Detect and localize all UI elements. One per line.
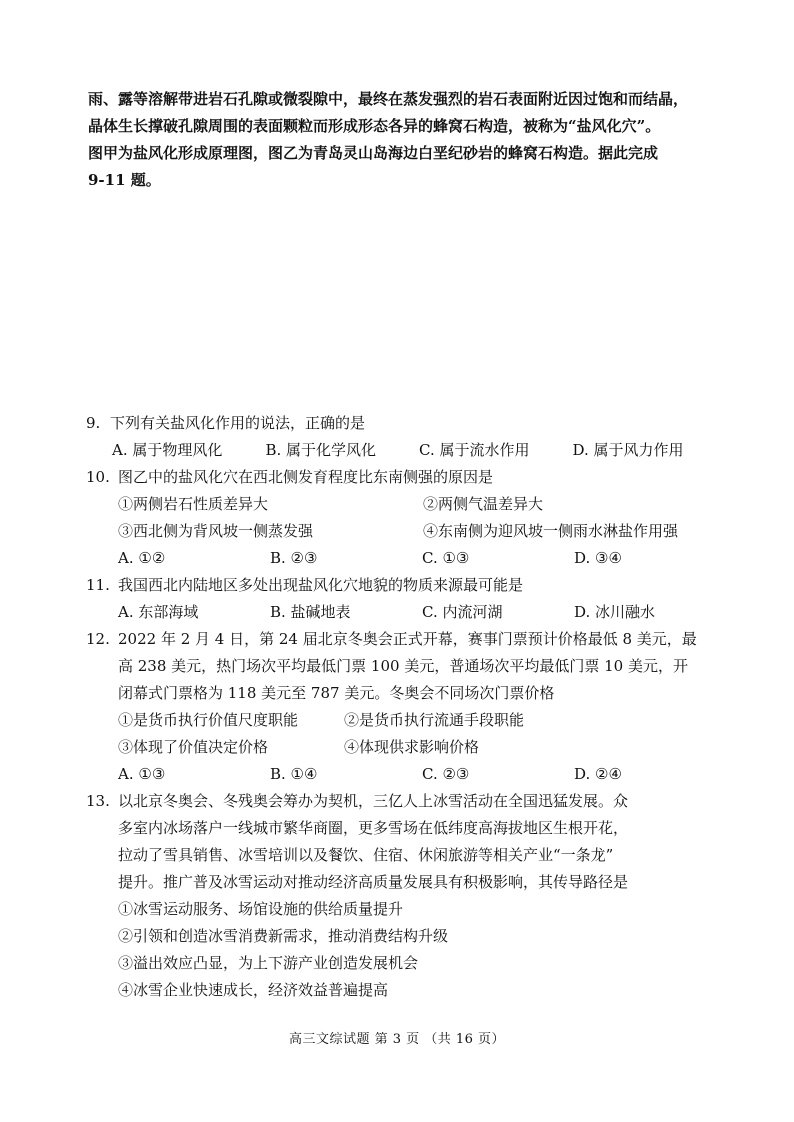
question-12-options (86, 761, 726, 788)
statement-4: ④体现供求影响价格 (344, 738, 480, 756)
question-text-continued: 拉动了雪具销售、冰雪培训以及餐饮、住宿、休闲旅游等相关产业“一条龙” (118, 846, 614, 864)
question-10-options (86, 545, 726, 572)
option-d[interactable]: D. 冰川融水 (574, 603, 656, 621)
question-text-continued: 闭幕式门票格为 118 美元至 787 美元。冬奥会不同场次门票价格 (118, 684, 555, 702)
option-a[interactable]: A. ①③ (118, 765, 166, 783)
question-number: 13. (86, 792, 110, 810)
statement-2: ②引领和创造冰雪消费新需求，推动消费结构升级 (118, 927, 449, 945)
statement-1: ①两侧岩石性质差异大 (118, 495, 269, 513)
option-b[interactable]: B. ①④ (270, 765, 318, 783)
statement-row (86, 491, 726, 518)
question-text-continued: 提升。推广普及冰雪运动对推动经济高质量发展具有积极影响，其传导路径是 (118, 873, 629, 891)
intro-line: 图甲为盐风化形成原理图，图乙为青岛灵山岛海边白垩纪砂岩的蜂窝石构造。据此完成 (88, 144, 659, 162)
question-number: 12. (86, 630, 110, 648)
statement-row (86, 518, 726, 545)
statement-2: ②两侧气温差异大 (423, 495, 544, 513)
statement-2: ②是货币执行流通手段职能 (344, 711, 525, 729)
question-number: 10. (86, 468, 110, 486)
page-footer: 高三文综试题 第 3 页 （共 16 页） (288, 1032, 506, 1047)
question-text-continued: 多室内冰场落户一线城市繁华商圈，更多雪场在低纬度高海拔地区生根开花， (118, 819, 629, 837)
intro-line: 雨、露等溶解带进岩石孔隙或微裂隙中，最终在蒸发强烈的岩石表面附近因过饱和而结晶， (88, 90, 689, 108)
question-9-stem (86, 410, 726, 437)
question-12-stem (86, 626, 726, 653)
question-13-stem (86, 788, 726, 815)
option-d[interactable]: D. ②④ (574, 765, 622, 783)
statement-1: ①冰雪运动服务、场馆设施的供给质量提升 (118, 900, 404, 918)
option-a[interactable]: A. 东部海域 (118, 603, 199, 621)
question-11-stem (86, 572, 726, 599)
intro-line: 9-11 题。 (88, 171, 161, 189)
statement-row (86, 707, 726, 734)
question-block (86, 410, 726, 1004)
figure-blank-area (88, 205, 708, 400)
statement-3: ③溢出效应凸显，为上下游产业创造发展机会 (118, 954, 419, 972)
option-c[interactable]: C. ①③ (422, 549, 470, 567)
question-text: 图乙中的盐风化穴在西北侧发育程度比东南侧强的原因是 (118, 468, 494, 486)
statement-4: ④冰雪企业快速成长，经济效益普遍提高 (118, 981, 389, 999)
question-text: 2022 年 2 月 4 日，第 24 届北京冬奥会正式开幕，赛事门票预计价格最低 8 美元，最 (118, 630, 697, 648)
option-b[interactable]: B. 盐碱地表 (270, 603, 351, 621)
question-10-stem (86, 464, 726, 491)
question-text-continued: 高 238 美元，热门场次平均最低门票 100 美元，普通场次平均最低门票 10 美元，开 (118, 657, 688, 675)
question-11-options (86, 599, 726, 626)
question-text: 下列有关盐风化作用的说法，正确的是 (110, 414, 366, 432)
question-number: 9. (86, 414, 101, 432)
option-a[interactable]: A. 属于物理风化 (112, 441, 223, 459)
statement-row (86, 734, 726, 761)
option-c[interactable]: C. 内流河湖 (422, 603, 503, 621)
intro-passage (88, 86, 718, 194)
question-text: 以北京冬奥会、冬残奥会筹办为契机，三亿人上冰雪活动在全国迅猛发展。众 (118, 792, 629, 810)
option-b[interactable]: B. ②③ (270, 549, 318, 567)
option-c[interactable]: C. 属于流水作用 (419, 441, 530, 459)
intro-line: 晶体生长撑破孔隙周围的表面颗粒而形成形态各异的蜂窝石构造，被称为“盐风化穴”。 (88, 117, 661, 135)
option-b[interactable]: B. 属于化学风化 (265, 441, 377, 459)
statement-3: ③体现了价值决定价格 (118, 738, 269, 756)
question-text: 我国西北内陆地区多处出现盐风化穴地貌的物质来源最可能是 (118, 576, 524, 594)
statement-4: ④东南侧为迎风坡一侧雨水淋盐作用强 (423, 522, 679, 540)
option-c[interactable]: C. ②③ (422, 765, 470, 783)
option-d[interactable]: D. 属于风力作用 (572, 441, 684, 459)
question-number: 11. (86, 576, 110, 594)
statement-3: ③西北侧为背风坡一侧蒸发强 (118, 522, 314, 540)
option-d[interactable]: D. ③④ (574, 549, 622, 567)
statement-1: ①是货币执行价值尺度职能 (118, 711, 299, 729)
question-9-options (86, 437, 726, 464)
option-a[interactable]: A. ①② (118, 549, 166, 567)
